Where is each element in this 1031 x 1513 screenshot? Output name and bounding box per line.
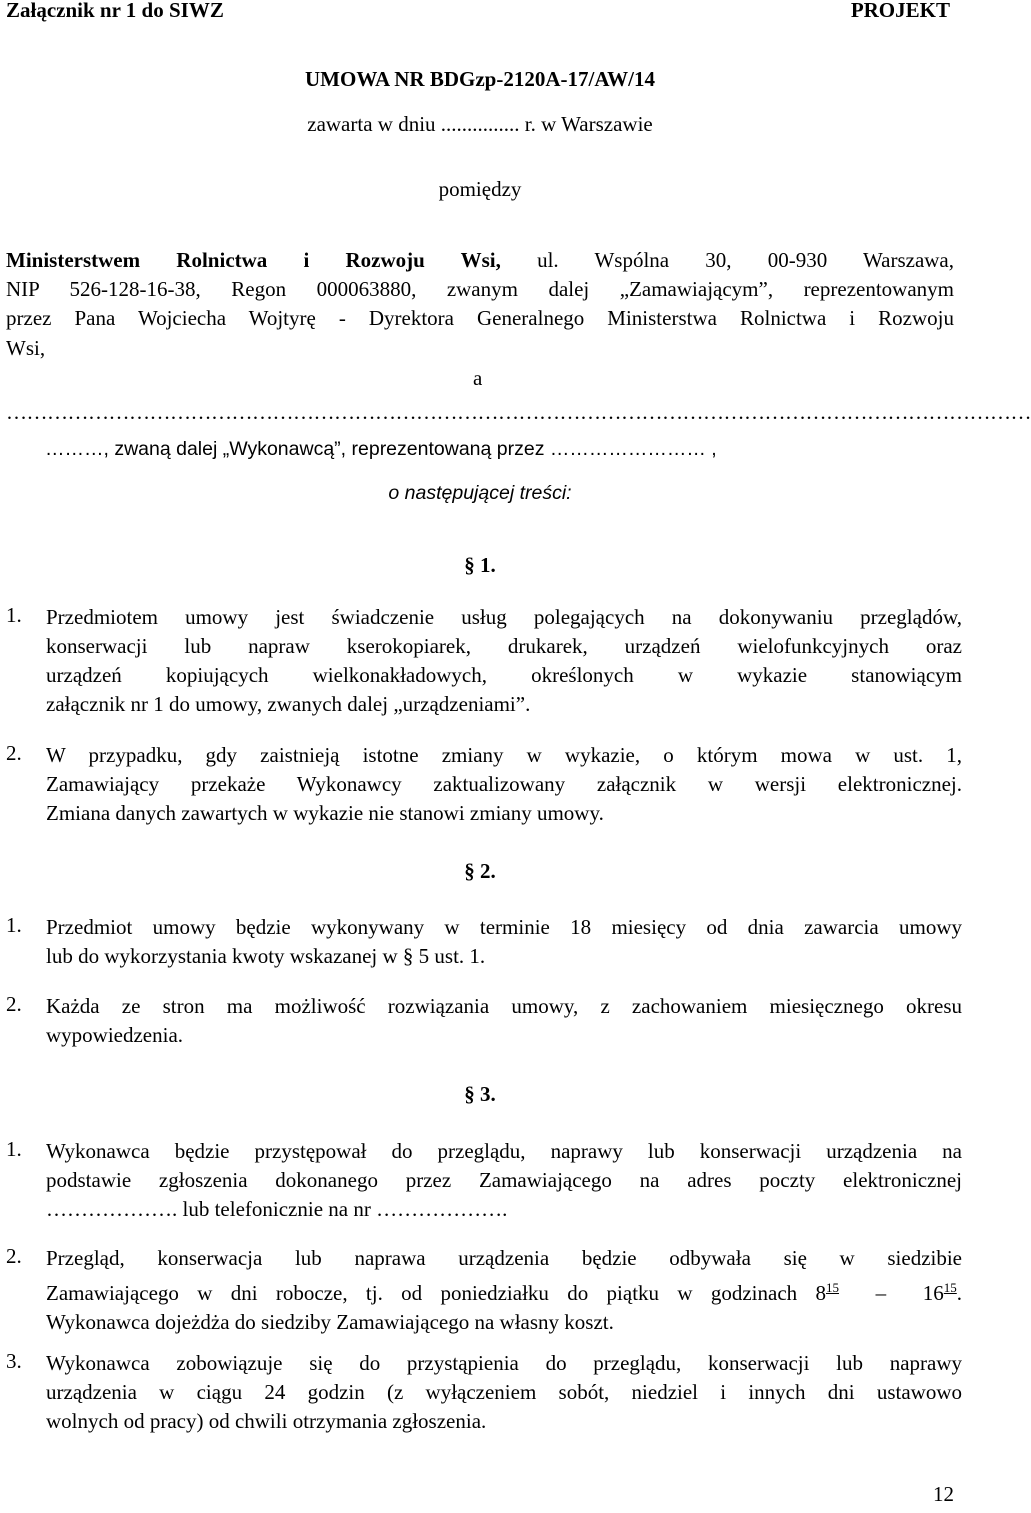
paragraph-line: Każda ze stron ma możliwość rozwiązania umowy, z zachowaniem miesięcznego okresu [46,994,962,1018]
contract-date-place: zawarta w dniu ............... r. w Warszawie [307,112,653,136]
paragraph-line: wolnych od pracy) od chwili otrzymania zgłoszenia. [46,1409,487,1433]
party2-line: ………, zwaną dalej „Wykonawcą”, reprezentowaną przez …………………… , [45,438,717,460]
section-2-paragraph-2 [6,992,962,1052]
paragraph-line: W przypadku, gdy zaistnieją istotne zmiany w wykazie, o którym mowa w ust. 1, [46,743,962,767]
section-3-paragraph-2 [6,1244,962,1334]
hours-to-minutes: 15 [943,1280,957,1295]
section-2-heading: § 2. [464,859,496,883]
paragraph-number: 2. [6,741,22,765]
paragraph-line: Zmiana danych zawartych w wykazie nie stanowi zmiany umowy. [46,801,604,825]
hours-from-minutes: 15 [825,1280,839,1295]
section-2-paragraph-1 [6,913,962,973]
draft-label: PROJEKT [850,0,950,22]
paragraph-line: Wykonawca zobowiązuje się do przystąpienia do przeglądu, konserwacji lub naprawy [46,1351,962,1375]
section-1-paragraph-2 [6,741,962,831]
paragraph-number: 1. [6,913,22,937]
party1-address: ul. Wspólna 30, 00-930 Warszawa, [537,248,954,272]
paragraph-line-hours [46,1273,962,1308]
party1-line2: NIP 526-128-16-38, Regon 000063880, zwanym dalej „Zamawiającym”, reprezentowanym [6,277,954,301]
page-number: 12 [933,1482,954,1506]
paragraph-line: załącznik nr 1 do umowy, zwanych dalej „urządzeniami”. [46,692,531,716]
hours-to: 16 [922,1281,944,1305]
party1-line1 [6,248,954,273]
paragraph-line: Przedmiot umowy będzie wykonywany w terminie 18 miesięcy od dnia zawarcia umowy [46,915,962,939]
paragraph-number: 1. [6,1137,22,1161]
party1-name: Ministerstwem Rolnictwa i Rozwoju Wsi, [6,248,501,272]
hours-end: . [956,1281,963,1305]
paragraph-line: Przegląd, konserwacja lub naprawa urządzenia będzie odbywała się w siedzibie [46,1246,962,1270]
section-1-paragraph-1 [6,603,962,723]
paragraph-line: Przedmiotem umowy jest świadczenie usług polegających na dokonywaniu przeglądów, [46,605,962,629]
intro-line: o następującej treści: [388,482,572,504]
dots-line: …………………………………………………………………………………………………………………………………… [6,400,1031,424]
paragraph-line: Wykonawca dojeżdża do siedziby Zamawiającego na własny koszt. [46,1310,614,1334]
paragraph-line: lub do wykorzystania kwoty wskazanej w § 5 ust. 1. [46,944,486,968]
party1-line3: przez Pana Wojciecha Wojtyrę - Dyrektora Generalnego Ministerstwa Rolnictwa i Rozwoju [6,306,954,330]
paragraph-line: urządzeń kopiujących wielkonakładowych, określonych w wykazie stanowiącym [46,663,962,687]
section-1-heading: § 1. [464,553,496,577]
contract-title: UMOWA NR BDGzp-2120A-17/AW/14 [305,67,655,91]
section-3-heading: § 3. [464,1082,496,1106]
paragraph-number: 1. [6,603,22,627]
paragraph-line: Wykonawca będzie przystępował do przeglądu, naprawy lub konserwacji urządzenia na [46,1139,962,1163]
paragraph-line: wypowiedzenia. [46,1023,184,1047]
between-label: pomiędzy [438,177,522,201]
section-3-paragraph-1 [6,1137,962,1227]
paragraph-number: 3. [6,1349,22,1373]
hours-dash: – [875,1281,887,1305]
attachment-label: Załącznik nr 1 do SIWZ [6,0,224,22]
paragraph-number: 2. [6,1244,22,1268]
paragraph-line: urządzenia w ciągu 24 godzin (z wyłączeniem sobót, niedziel i innych dni ustawowo [46,1380,962,1404]
and-label: a [473,366,483,390]
paragraph-number: 2. [6,992,22,1016]
section-3-paragraph-3 [6,1349,962,1439]
paragraph-line: Zamawiający przekaże Wykonawcy zaktualizowany załącznik w wersji elektronicznej. [46,772,962,796]
paragraph-line: ………………. lub telefonicznie na nr ………………. [46,1197,508,1221]
hours-text: Zamawiającego w dni robocze, tj. od poniedziałku do piątku w godzinach 8 [46,1281,826,1305]
paragraph-line: konserwacji lub napraw kserokopiarek, drukarek, urządzeń wielofunkcyjnych oraz [46,634,962,658]
paragraph-line: podstawie zgłoszenia dokonanego przez Zamawiającego na adres poczty elektronicznej [46,1168,962,1192]
party1-line4: Wsi, [6,336,46,360]
